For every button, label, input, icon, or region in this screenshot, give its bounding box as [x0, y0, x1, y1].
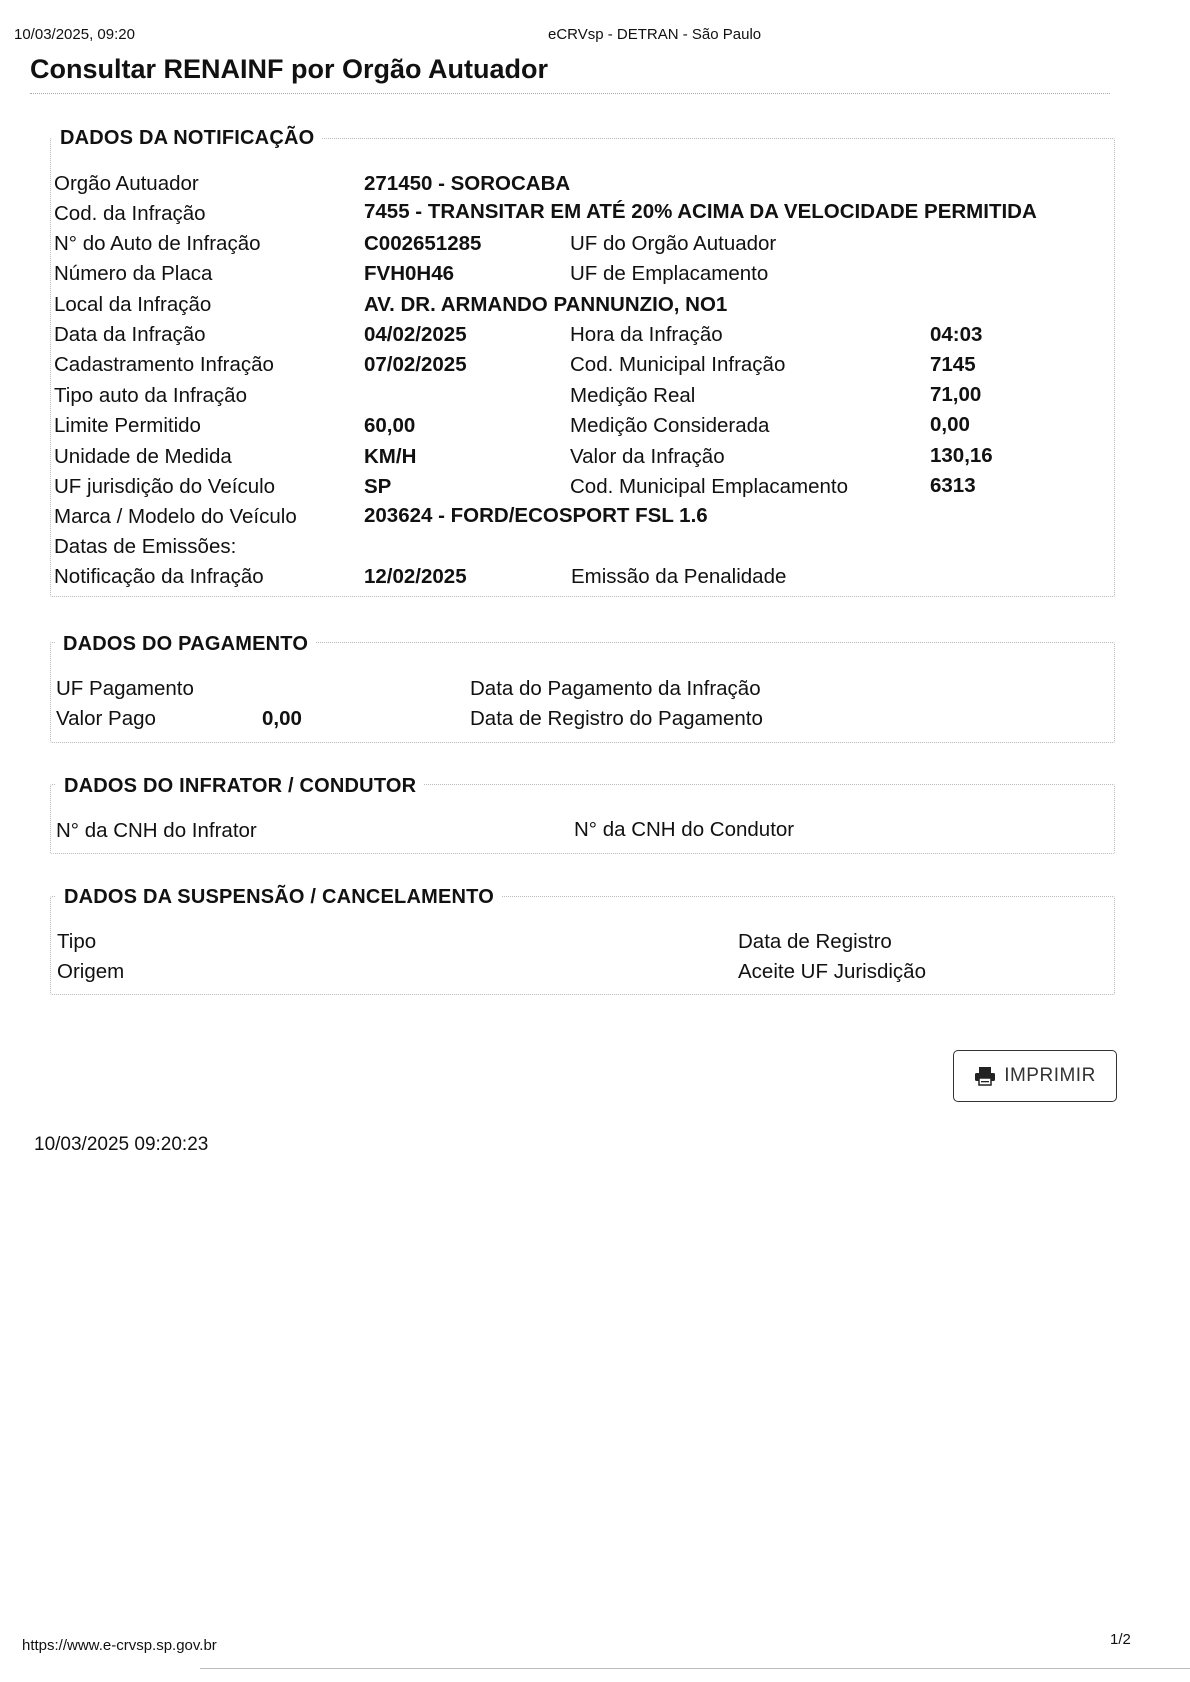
- data-infracao-label: Data da Infração: [54, 323, 206, 346]
- limite-label: Limite Permitido: [54, 414, 201, 437]
- footer-url: https://www.e-crvsp.sp.gov.br: [22, 1637, 217, 1654]
- tipo-auto-label: Tipo auto da Infração: [54, 384, 247, 407]
- emissao-penalidade-label: Emissão da Penalidade: [571, 565, 787, 588]
- page-title: Consultar RENAINF por Orgão Autuador: [30, 54, 548, 84]
- notificacao-infracao-value: 12/02/2025: [364, 565, 467, 588]
- uf-jurisdicao-value: SP: [364, 475, 392, 498]
- marca-value: 203624 - FORD/ECOSPORT FSL 1.6: [364, 504, 708, 527]
- hora-label: Hora da Infração: [570, 323, 723, 346]
- orgao-autuador-label: Orgão Autuador: [54, 172, 199, 195]
- data-registro-label: Data de Registro: [738, 930, 892, 953]
- cod-infracao-label: Cod. da Infração: [54, 202, 206, 225]
- data-pagamento-label: Data do Pagamento da Infração: [470, 677, 761, 700]
- print-button-label: IMPRIMIR: [1004, 1065, 1096, 1086]
- cod-municipal-infracao-value: 7145: [930, 353, 976, 376]
- medicao-real-label: Medição Real: [570, 384, 696, 407]
- tipo-label: Tipo: [57, 930, 97, 953]
- auto-infracao-label: N° do Auto de Infração: [54, 232, 261, 255]
- cnh-condutor-label: N° da CNH do Condutor: [574, 818, 795, 841]
- placa-label: Número da Placa: [54, 262, 213, 285]
- cod-municipal-emplacamento-label: Cod. Municipal Emplacamento: [570, 475, 849, 498]
- query-timestamp: 10/03/2025 09:20:23: [34, 1134, 209, 1155]
- valor-infracao-label: Valor da Infração: [570, 445, 725, 468]
- footer-divider: [200, 1668, 1190, 1669]
- suspensao-section: [50, 896, 1115, 995]
- cod-infracao-value: 7455 - TRANSITAR EM ATÉ 20% ACIMA DA VELOCIDADE PERMITIDA: [364, 200, 1037, 223]
- infrator-legend: DADOS DO INFRATOR / CONDUTOR: [56, 775, 424, 798]
- local-value: AV. DR. ARMANDO PANNUNZIO, NO1: [364, 293, 728, 316]
- suspensao-legend: DADOS DA SUSPENSÃO / CANCELAMENTO: [56, 886, 502, 909]
- uf-jurisdicao-label: UF jurisdição do Veículo: [54, 475, 276, 498]
- cadastramento-label: Cadastramento Infração: [54, 353, 274, 376]
- print-button[interactable]: [953, 1050, 1117, 1102]
- medicao-considerada-label: Medição Considerada: [570, 414, 770, 437]
- valor-infracao-value: 130,16: [930, 444, 993, 467]
- print-page-title: eCRVsp - DETRAN - São Paulo: [548, 26, 762, 43]
- medicao-real-value: 71,00: [930, 383, 982, 406]
- origem-label: Origem: [57, 960, 125, 983]
- aceite-label: Aceite UF Jurisdição: [738, 960, 926, 983]
- uf-pagamento-label: UF Pagamento: [56, 677, 194, 700]
- uf-orgao-label: UF do Orgão Autuador: [570, 232, 777, 255]
- unidade-value: KM/H: [364, 445, 417, 468]
- hora-value: 04:03: [930, 323, 983, 346]
- print-datetime: 10/03/2025, 09:20: [14, 26, 135, 43]
- placa-value: FVH0H46: [364, 262, 455, 285]
- footer-page-number: 1/2: [1110, 1631, 1131, 1648]
- local-label: Local da Infração: [54, 293, 212, 316]
- datas-emissoes-label: Datas de Emissões:: [54, 535, 237, 558]
- auto-infracao-value: C002651285: [364, 232, 482, 255]
- valor-pago-label: Valor Pago: [56, 707, 156, 730]
- orgao-autuador-value: 271450 - SOROCABA: [364, 172, 571, 195]
- notificacao-legend: DADOS DA NOTIFICAÇÃO: [52, 127, 322, 150]
- notificacao-infracao-label: Notificação da Infração: [54, 565, 264, 588]
- marca-label: Marca / Modelo do Veículo: [54, 505, 297, 528]
- data-registro-pagamento-label: Data de Registro do Pagamento: [470, 707, 763, 730]
- pagamento-legend: DADOS DO PAGAMENTO: [55, 633, 316, 656]
- uf-emplacamento-label: UF de Emplacamento: [570, 262, 769, 285]
- unidade-label: Unidade de Medida: [54, 445, 232, 468]
- title-divider: [30, 93, 1110, 94]
- data-infracao-value: 04/02/2025: [364, 323, 467, 346]
- valor-pago-value: 0,00: [262, 707, 302, 730]
- cod-municipal-emplacamento-value: 6313: [930, 474, 976, 497]
- cadastramento-value: 07/02/2025: [364, 353, 467, 376]
- cod-municipal-infracao-label: Cod. Municipal Infração: [570, 353, 786, 376]
- limite-value: 60,00: [364, 414, 416, 437]
- printer-icon: [974, 1066, 996, 1086]
- medicao-considerada-value: 0,00: [930, 413, 970, 436]
- cnh-infrator-label: N° da CNH do Infrator: [56, 819, 257, 842]
